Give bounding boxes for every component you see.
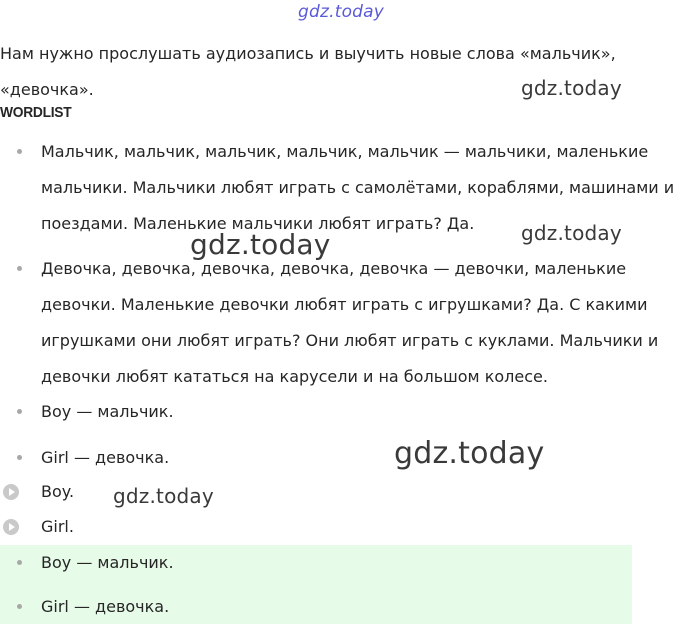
watermark: gdz.today xyxy=(394,436,545,471)
list-item-text: Boy — мальчик. xyxy=(41,553,174,572)
highlighted-item xyxy=(0,545,680,581)
audio-label: Girl. xyxy=(41,517,74,536)
list-item xyxy=(0,394,680,430)
bullet-icon xyxy=(17,560,22,565)
list-item-text: Девочка, девочка, девочка, девочка, девочка — девочки, маленькие девочки. Маленькие девочки любят играть с игрушками? Да. С какими игрушками они любят играть? Они любят играть с куклами. Мальчики и девочки любят кататься на карусели и на большом колесе. xyxy=(41,259,659,386)
list-item-text: Мальчик, мальчик, мальчик, мальчик, мальчик — мальчики, маленькие мальчики. Мальчики любят играть с самолётами, кораблями, машинами и поездами. Маленькие мальчики любят играть? Да. xyxy=(41,142,675,233)
list-item-text: Girl — девочка. xyxy=(41,448,170,467)
watermark: gdz.today xyxy=(521,221,622,245)
wordlist-heading: WORDLIST xyxy=(0,104,72,121)
list-item xyxy=(0,440,680,476)
intro-text: Нам нужно прослушать аудиозапись и выучить новые слова «мальчик», «девочка». xyxy=(0,44,616,99)
list-item xyxy=(0,251,680,395)
bullet-icon xyxy=(17,604,22,609)
bullet-icon xyxy=(17,409,22,414)
list-item-text: Boy — мальчик. xyxy=(41,402,174,421)
list-item-text: Girl — девочка. xyxy=(41,597,170,616)
bullet-icon xyxy=(17,149,22,154)
audio-label: Boy. xyxy=(41,482,75,501)
audio-item-boy xyxy=(0,474,680,510)
highlighted-item xyxy=(0,589,680,625)
audio-item-girl xyxy=(0,509,680,545)
watermark: gdz.today xyxy=(190,228,331,261)
watermark: gdz.today xyxy=(521,76,622,100)
watermark: gdz.today xyxy=(113,484,214,508)
bullet-icon xyxy=(17,455,22,460)
watermark-top: gdz.today xyxy=(298,2,385,22)
bullet-icon xyxy=(17,266,22,271)
